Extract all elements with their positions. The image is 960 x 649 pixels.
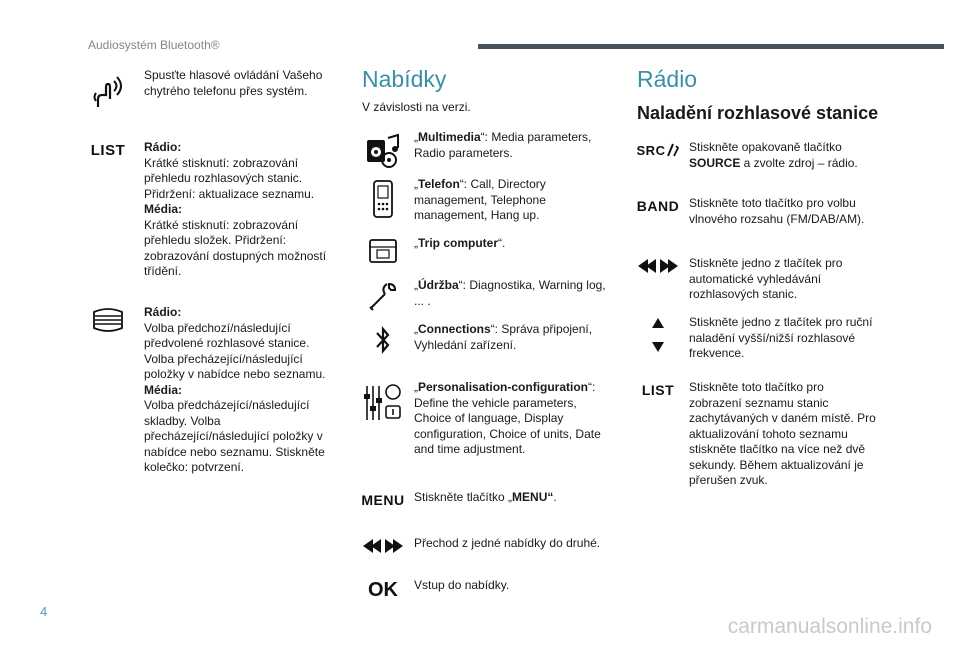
wheel-radio-title: Rádio: bbox=[144, 305, 182, 319]
radio-subtitle: Naladění rozhlasové stanice bbox=[637, 103, 879, 123]
voice-command-item bbox=[0, 68, 334, 118]
list-media-title: Média: bbox=[144, 202, 183, 216]
band-button-label: BAND bbox=[636, 198, 680, 214]
multimedia-icon bbox=[360, 130, 406, 170]
source-button-icon bbox=[635, 140, 681, 160]
src-button-item: SRC Stiskněte opakovaně tlačítko SOURCE a zvolte zdroj – rádio. bbox=[636, 140, 858, 170]
multimedia-item: „Multimedia“: Media parameters, Radio parameters. bbox=[360, 130, 609, 170]
udrzba-label: Údržba bbox=[418, 278, 459, 292]
voice-command-text: Spusťte hlasové ovládání Vašeho chytrého telefonu přes systém. bbox=[144, 68, 323, 98]
watermark: carmanualsonline.info bbox=[727, 615, 932, 638]
list-media-text: Krátké stisknutí: zobrazování přehledu složek. Přidržení: zobrazování dostupných možností třídění. bbox=[144, 217, 327, 278]
multimedia-label: Multimedia bbox=[418, 130, 481, 144]
list-button-label: LIST bbox=[90, 141, 126, 159]
seek-arrows-icon bbox=[635, 256, 681, 276]
thumbwheel-item bbox=[0, 305, 334, 476]
seek-buttons-item bbox=[635, 256, 879, 303]
band-text: Stiskněte toto tlačítko pro volbu vlnového rozsahu (FM/DAB/AM). bbox=[689, 196, 865, 226]
up-down-arrows-icon bbox=[635, 315, 681, 355]
udrzba-item: „Údržba“: Diagnostika, Warning log, ... . bbox=[360, 278, 609, 314]
list-stations-text: Stiskněte toto tlačítko pro zobrazení seznamu stanic zachytávaných v daném místě. Pro aktualizování tohoto seznamu stiskněte tlačítko na více než dvě sekundy. Během aktualizování je přerušen zvuk. bbox=[689, 380, 876, 487]
connections-desc: “: Správa připojení, Vyhledání zařízení. bbox=[414, 322, 593, 352]
menu-button-label: MENU bbox=[361, 492, 405, 508]
trip-computer-icon bbox=[360, 236, 406, 266]
header-bar bbox=[478, 44, 944, 49]
trip-computer-item: „Trip computer“. bbox=[360, 236, 609, 266]
personalisation-icon bbox=[360, 380, 406, 426]
header-title: Audiosystém Bluetooth® bbox=[88, 38, 220, 52]
telefon-desc: “: Call, Directory management, Telephone management, Hang up. bbox=[414, 177, 546, 222]
wheel-media-title: Média: bbox=[144, 382, 183, 397]
left-right-arrows-icon bbox=[360, 536, 406, 556]
wrench-icon bbox=[360, 278, 406, 314]
ok-button-label: OK bbox=[368, 578, 398, 601]
ok-button-item bbox=[360, 578, 609, 602]
connections-label: Connections bbox=[418, 322, 491, 336]
list-stations-item bbox=[635, 380, 879, 489]
bluetooth-icon bbox=[360, 322, 406, 358]
wheel-radio-text: Volba předchozí/následující předvolené rozhlasové stanice. Volba přecházející/následující položky v nabídce nebo seznamu. bbox=[144, 320, 326, 381]
ok-text: Vstup do nabídky. bbox=[414, 578, 510, 592]
udrzba-desc: “: Diagnostika, Warning log, ... . bbox=[414, 278, 606, 308]
seek-text: Stiskněte jedno z tlačítek pro automatické vyhledávání rozhlasových stanic. bbox=[689, 256, 843, 301]
menus-intro: V závislosti na verzi. bbox=[362, 100, 471, 114]
list-radio-text: Krátké stisknutí: zobrazování přehledu rozhlasových stanic. Přidržení: aktualizace seznamu. bbox=[144, 155, 315, 201]
menu-button-item: MENU Stiskněte tlačítko „MENU“. bbox=[361, 490, 557, 508]
wheel-media-text: Volba předcházející/následující skladby. Volba přecházející/následující položky v nabídce nebo seznamu. Stiskněte kolečko: potvrzení. bbox=[144, 398, 325, 474]
source-label: SOURCE bbox=[689, 155, 741, 170]
list-button-item bbox=[0, 140, 334, 280]
manual-tune-item bbox=[635, 315, 879, 362]
menu-label: MENU“ bbox=[512, 490, 554, 504]
manual-tune-text: Stiskněte jedno z tlačítek pro ruční naladění vyšší/nižší rozhlasové frekvence. bbox=[689, 315, 873, 360]
personalisation-desc: “: Define the vehicle parameters, Choice of language, Display configuration, Choice of units, Date and time adjustment. bbox=[414, 380, 601, 456]
telephone-icon bbox=[360, 177, 406, 221]
telefon-item: „Telefon“: Call, Directory management, Telephone management, Hang up. bbox=[360, 177, 609, 224]
voice-command-icon bbox=[80, 68, 136, 118]
page-number: 4 bbox=[40, 604, 48, 619]
connections-item: „Connections“: Správa připojení, Vyhledání zařízení. bbox=[360, 322, 609, 358]
personalisation-item: „Personalisation-configuration“: Define the vehicle parameters, Choice of language, Display configuration, Choice of units, Date and time adjustment. bbox=[360, 380, 609, 458]
trip-computer-label: Trip computer bbox=[418, 236, 499, 250]
menus-title: Nabídky bbox=[362, 66, 447, 92]
radio-title: Rádio bbox=[637, 66, 698, 92]
list-stations-label: LIST bbox=[641, 382, 675, 398]
thumbwheel-icon bbox=[80, 305, 136, 335]
src-label: SRC bbox=[636, 142, 666, 158]
menu-switch-item bbox=[360, 536, 609, 556]
personalisation-label: Personalisation-configuration bbox=[418, 380, 589, 394]
band-button-item bbox=[635, 196, 879, 227]
list-radio-title: Rádio: bbox=[144, 140, 182, 154]
menu-switch-text: Přechod z jedné nabídky do druhé. bbox=[414, 536, 601, 550]
telefon-label: Telefon bbox=[418, 177, 460, 191]
multimedia-desc: “: Media parameters, Radio parameters. bbox=[414, 130, 592, 160]
